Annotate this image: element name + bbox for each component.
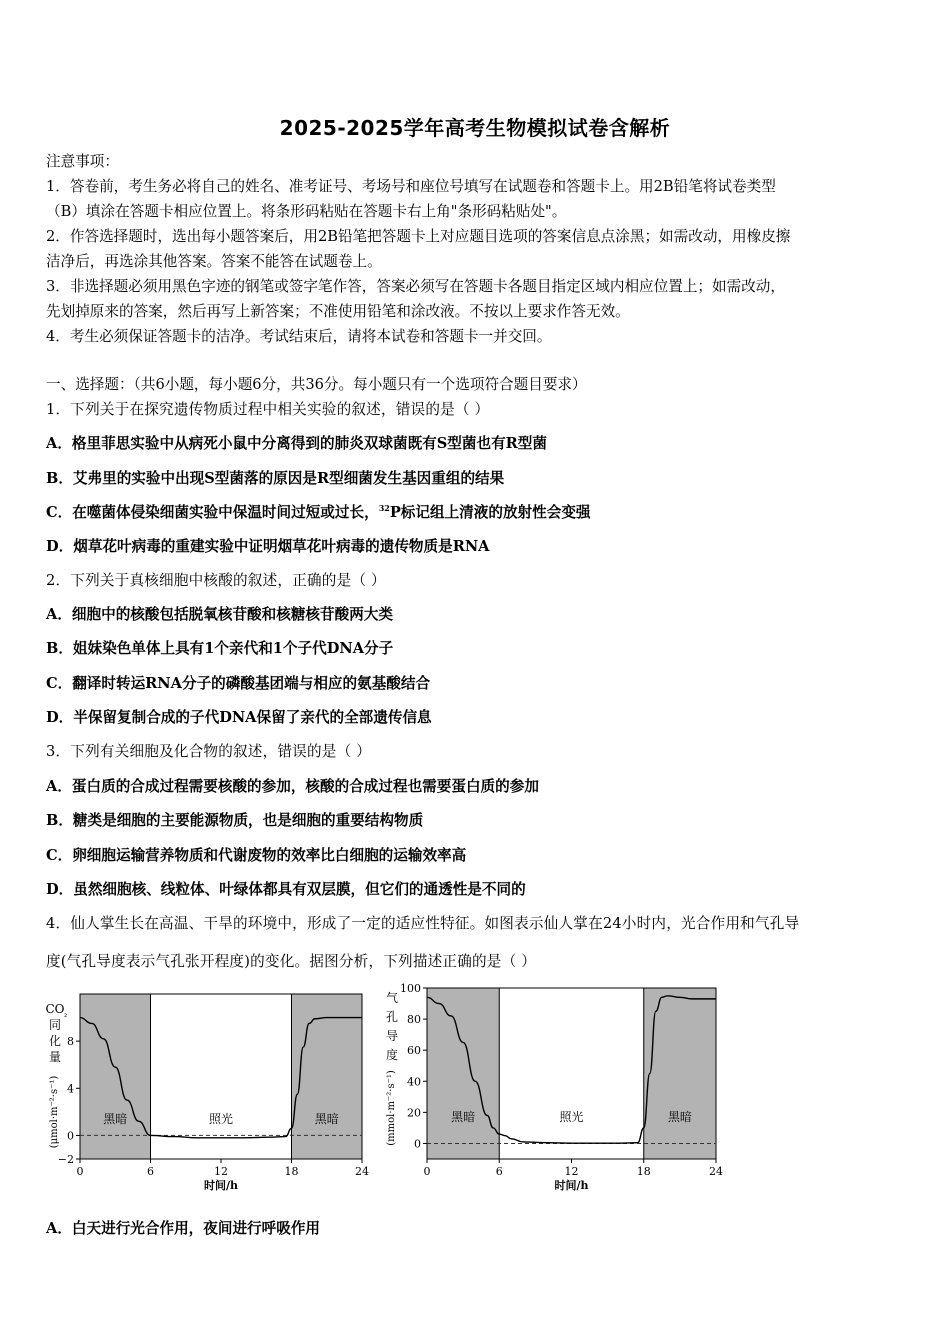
notice-item-3a: 3．非选择题必须用黑色字迹的钢笔或签字笔作答，答案必须写在答题卡各题目指定区域内相应位置上；如需改动， [46,278,785,295]
y-axis-label-part-0: CO [45,1002,65,1016]
y-tick-label-2: 4 [67,1082,74,1096]
q1-option-b: B．艾弗里的实验中出现S型菌落的原因是R型细菌发生基因重组的结果 [46,470,505,487]
chart-svg [40,985,380,1200]
region-label-2: 黑暗 [314,1112,339,1126]
x-axis-label: 时间/h [203,1179,239,1192]
y-axis-label-part-1: 孔 [385,1010,399,1024]
q3-option-b: B．糖类是细胞的主要能源物质，也是细胞的重要结构物质 [46,812,424,829]
q2-stem: 2．下列关于真核细胞中核酸的叙述，正确的是（ ） [46,572,386,589]
x-tick-label-4: 24 [709,1165,723,1178]
chart-svg [382,980,727,1200]
y-tick-label-4: 80 [407,1013,421,1027]
page-title: 2025-2025学年高考生物模拟试卷含解析 [279,116,671,140]
x-tick-label-1: 6 [495,1165,503,1178]
x-tick-label-4: 24 [355,1165,369,1178]
q2-option-b: B．姐妹染色单体上具有1个亲代和1个子代DNA分子 [46,640,394,657]
dark-region-2 [292,994,363,1159]
q3-option-c: C．卵细胞运输营养物质和代谢废物的效率比白细胞的运输效率高 [46,847,467,864]
x-tick-label-0: 0 [76,1165,84,1178]
region-label-0: 黑暗 [451,1110,476,1124]
notice-heading: 注意事项： [46,153,119,170]
region-label-2: 黑暗 [667,1110,692,1124]
y-axis-label-part-3: 度 [385,1048,399,1062]
y-tick-label-2: 40 [407,1075,421,1089]
x-tick-label-3: 18 [636,1165,651,1178]
region-label-1: 照光 [208,1112,234,1126]
q3-stem: 3．下列有关细胞及化合物的叙述，错误的是（ ） [46,743,371,760]
x-tick-label-2: 12 [214,1165,228,1178]
section-heading: 一、选择题：（共6小题，每小题6分，共36分。每小题只有一个选项符合题目要求） [46,376,587,393]
q2-option-d: D．半保留复制合成的子代DNA保留了亲代的全部遗传信息 [46,709,432,726]
y-axis-unit: (mmol·m⁻²·s⁻¹) [386,1070,397,1146]
y-axis-label-part-0: 气 [385,991,399,1005]
q2-option-a: A．细胞中的核酸包括脱氧核苷酸和核糖核苷酸两大类 [46,606,393,623]
dark-region-0 [80,994,151,1159]
y-axis-label-part-2: 导 [385,1029,399,1043]
y-axis-label-sub: ₂ [64,1010,68,1019]
y-axis-label-part-2: 同 [48,1018,62,1032]
x-tick-label-3: 18 [284,1165,299,1178]
x-tick-label-2: 12 [564,1165,579,1178]
q4-stem-a: 4．仙人掌生长在高温、干旱的环境中，形成了一定的适应性特征。如图表示仙人掌在24小时内，光合作用和气孔导 [46,915,800,932]
y-axis-label-part-3: 化 [48,1034,62,1048]
notice-item-2a: 2．作答选择题时，选出每小题答案后，用2B铅笔把答题卡上对应题目选项的答案信息点涂黑；如需改动，用橡皮擦 [46,228,791,245]
y-tick-label-1: 0 [67,1129,74,1143]
y-axis-label-part-4: 量 [48,1050,62,1064]
y-tick-label-0: 0 [414,1137,421,1151]
stomatal-conductance-chart [382,980,727,1200]
q3-option-a: A．蛋白质的合成过程需要核酸的参加，核酸的合成过程也需要蛋白质的参加 [46,778,539,795]
co2-assimilation-chart [40,985,380,1200]
x-tick-label-0: 0 [423,1165,431,1178]
notice-item-2b: 洁净后，再选涂其他答案。答案不能答在试题卷上。 [46,253,382,270]
y-tick-label-0: −2 [57,1153,74,1166]
region-label-0: 黑暗 [103,1112,128,1126]
y-tick-label-1: 20 [407,1106,421,1120]
notice-item-1b: （B）填涂在答题卡相应位置上。将条形码粘贴在答题卡右上角"条形码粘贴处"。 [46,203,567,220]
notice-item-4: 4．考生必须保证答题卡的洁净。考试结束后，请将本试卷和答题卡一并交回。 [46,328,552,345]
x-tick-label-1: 6 [147,1165,154,1178]
q1-option-d: D．烟草花叶病毒的重建实验中证明烟草花叶病毒的遗传物质是RNA [46,538,490,555]
y-tick-label-3: 8 [67,1035,74,1049]
q1-stem: 1．下列关于在探究遗传物质过程中相关实验的叙述，错误的是（ ） [46,401,490,418]
q1-option-a: A．格里菲思实验中从病死小鼠中分离得到的肺炎双球菌既有S型菌也有R型菌 [46,435,547,452]
notice-item-1a: 1．答卷前，考生务必将自己的姓名、准考证号、考场号和座位号填写在试题卷和答题卡上。用2B铅笔将试卷类型 [46,178,776,195]
q4-stem-b: 度(气孔导度表示气孔张开程度)的变化。据图分析，下列描述正确的是（ ） [46,953,537,970]
q4-option-a: A．白天进行光合作用，夜间进行呼吸作用 [46,1220,321,1237]
q3-option-d: D．虽然细胞核、线粒体、叶绿体都具有双层膜，但它们的通透性是不同的 [46,881,526,898]
region-label-1: 照光 [559,1110,584,1124]
x-axis-label: 时间/h [554,1179,589,1192]
y-axis-unit: (μmol·m⁻²·s⁻¹) [49,1075,60,1149]
notice-item-3b: 先划掉原来的答案，然后再写上新答案；不准使用铅笔和涂改液。不按以上要求作答无效。 [46,303,630,320]
q1-option-c: C．在噬菌体侵染细菌实验中保温时间过短或过长，$^{32}$P标记组上清液的放射性会变强 [46,503,591,521]
y-tick-label-5: 100 [400,982,421,995]
q2-option-c: C．翻译时转运RNA分子的磷酸基团端与相应的氨基酸结合 [46,675,431,692]
y-tick-label-3: 60 [407,1044,421,1058]
dark-region-0 [427,988,499,1159]
